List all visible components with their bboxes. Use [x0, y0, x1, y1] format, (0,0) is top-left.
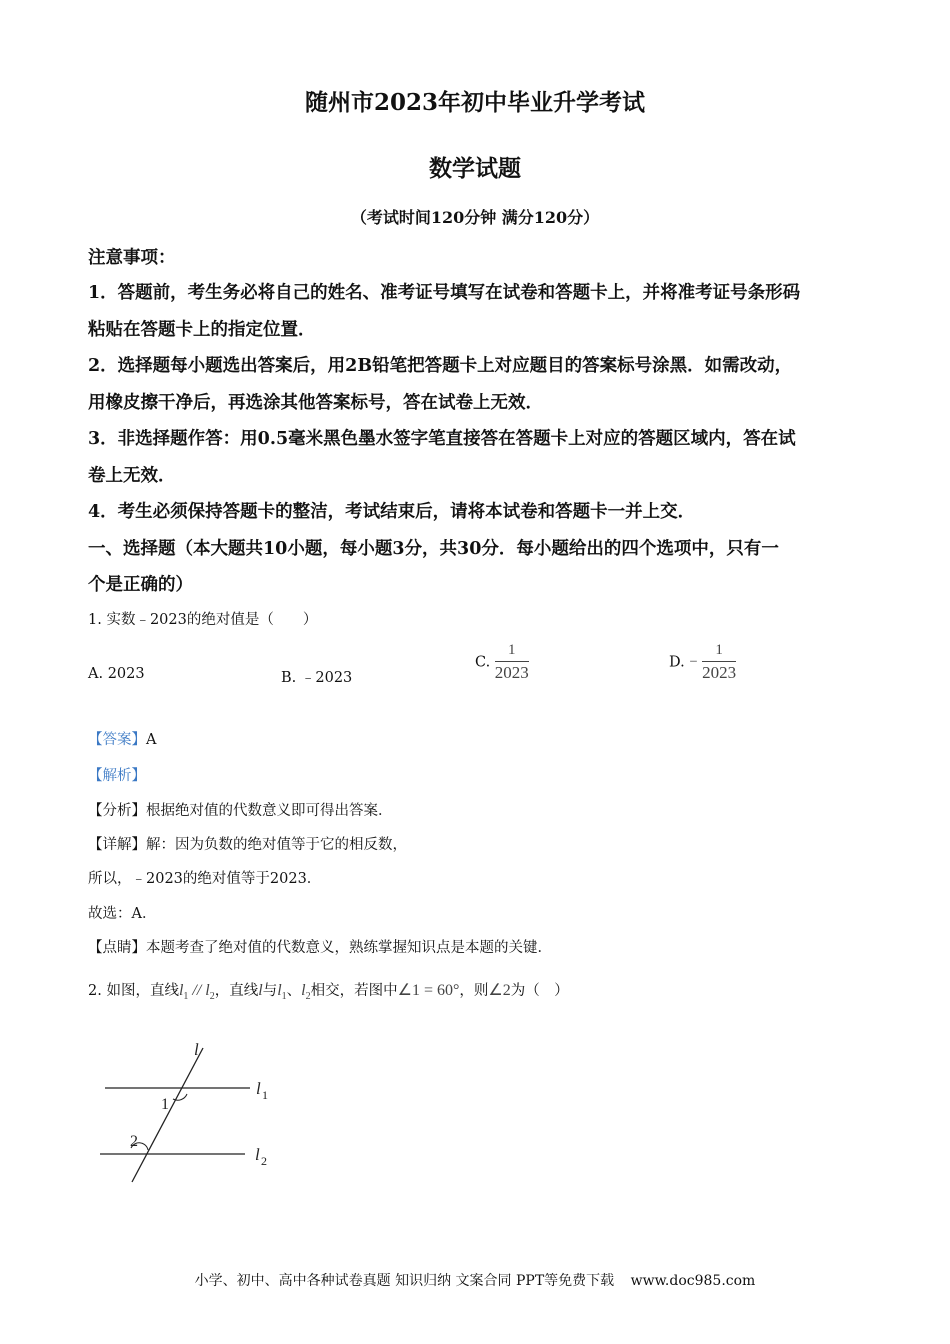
- q2-l2-letter: l: [205, 982, 210, 999]
- footer: [0, 1270, 950, 1290]
- note-3-line-2: 卷上无效．: [88, 466, 176, 486]
- q2-l2: [205, 982, 215, 1002]
- label-l2-sub: 2: [261, 1154, 267, 1168]
- q2-l1b-letter: l: [277, 982, 282, 999]
- q2-l1b-sub: 1: [281, 991, 287, 1002]
- q2-l2-sub: 2: [209, 991, 215, 1002]
- option-d-denominator: 2023: [702, 663, 737, 682]
- option-c-numerator: 1: [508, 642, 516, 658]
- question-1-stem: 1. 实数﹣2023的绝对值是（ ）: [88, 612, 318, 628]
- section-1-heading-line-2: 个是正确的）: [88, 575, 193, 595]
- q2-line-l: l: [258, 982, 263, 999]
- q2-angle-1: ∠1 = 60°: [397, 982, 460, 999]
- option-d-fraction: [702, 642, 736, 683]
- footer-text: 小学、初中、高中各种试卷真题 知识归纳 文案合同 PPT等免费下载: [194, 1273, 615, 1289]
- label-l1-sub: 1: [262, 1088, 268, 1102]
- q1-guxuan: 故选：A．: [88, 906, 157, 922]
- q2-l1b: [277, 982, 287, 1002]
- option-c-label: C.: [475, 654, 491, 671]
- q1-fenxi: 【分析】根据绝对值的代数意义即可得出答案．: [88, 803, 393, 819]
- q2-l1-sub: 1: [183, 991, 189, 1002]
- label-angle-2: 2: [130, 1133, 138, 1150]
- analysis-tag: 【解析】: [88, 768, 146, 784]
- option-c-fraction: [495, 642, 529, 683]
- note-2-line-2: 用橡皮擦干净后，再选涂其他答案标号，答在试卷上无效．: [88, 393, 543, 413]
- q2-text-4: 、: [286, 983, 302, 999]
- note-1-line-2: 粘贴在答题卡上的指定位置．: [88, 320, 316, 340]
- exam-info: （考试时间120分钟 满分120分）: [350, 208, 600, 227]
- footer-url[interactable]: www.doc985.com: [630, 1273, 756, 1289]
- option-a: A. 2023: [88, 666, 145, 682]
- option-d-sign: −: [689, 654, 698, 670]
- q2-text-1: 2. 如图，直线: [88, 983, 179, 999]
- q2-l2b-letter: l: [301, 982, 306, 999]
- line-l: [132, 1048, 203, 1182]
- q1-answer: [88, 728, 878, 749]
- subject-title: 数学试题: [429, 155, 521, 182]
- exam-title: 随州市2023年初中毕业升学考试: [304, 89, 645, 116]
- label-l2: l: [255, 1145, 260, 1164]
- note-4: 4．考生必须保持答题卡的整洁，考试结束后，请将本试卷和答题卡一并上交．: [88, 502, 696, 522]
- q2-l1: [178, 982, 189, 1002]
- label-l: l: [194, 1040, 199, 1059]
- q2-l1-letter: l: [178, 982, 184, 999]
- option-c: [475, 642, 529, 683]
- q1-suoyi: 所以，﹣2023的绝对值等于2023．: [88, 871, 322, 887]
- q1-xiangjie: 【详解】解：因为负数的绝对值等于它的相反数，: [88, 837, 407, 853]
- option-d-label: D.: [669, 654, 685, 671]
- q2-text-7: 为（ ）: [510, 983, 569, 999]
- answer-value: A: [146, 732, 157, 748]
- parallel-lines-figure: [95, 1040, 295, 1190]
- q2-text-3: 与: [262, 983, 278, 999]
- option-b: B. ﹣2023: [281, 670, 353, 686]
- notes-heading: 注意事项：: [88, 248, 176, 268]
- option-c-denominator: 2023: [494, 663, 529, 682]
- q2-text-6: ，则: [459, 983, 489, 999]
- q2-l2b-sub: 2: [305, 991, 311, 1002]
- answer-tag: 【答案】: [88, 732, 146, 748]
- section-1-heading-line-1: 一、选择题（本大题共10小题，每小题3分，共30分．每小题给出的四个选项中，只有一: [88, 539, 779, 559]
- question-2-stem: [88, 979, 878, 1002]
- label-l1: l: [256, 1079, 261, 1098]
- q1-dianjing: 【点睛】本题考查了绝对值的代数意义，熟练掌握知识点是本题的关键．: [88, 940, 552, 956]
- q2-text-5: 相交，若图中: [310, 983, 398, 999]
- option-d-numerator: 1: [715, 642, 723, 658]
- note-2-line-1: 2．选择题每小题选出答案后，用2B铅笔把答题卡上对应题目的答案标号涂黑．如需改动，: [88, 356, 793, 376]
- option-d: [669, 642, 736, 683]
- label-angle-1: 1: [161, 1096, 169, 1113]
- note-1-line-1: 1．答题前，考生务必将自己的姓名、准考证号填写在试卷和答题卡上，并将准考证号条形码: [88, 283, 801, 303]
- q2-text-2: ，直线: [214, 983, 259, 999]
- q2-parallel: //: [188, 982, 206, 999]
- q2-l2b: [301, 982, 311, 1002]
- note-3-line-1: 3．非选择题作答：用0.5毫米黑色墨水签字笔直接答在答题卡上对应的答题区域内，答在试: [88, 429, 796, 449]
- q2-angle-2: ∠2: [488, 982, 511, 999]
